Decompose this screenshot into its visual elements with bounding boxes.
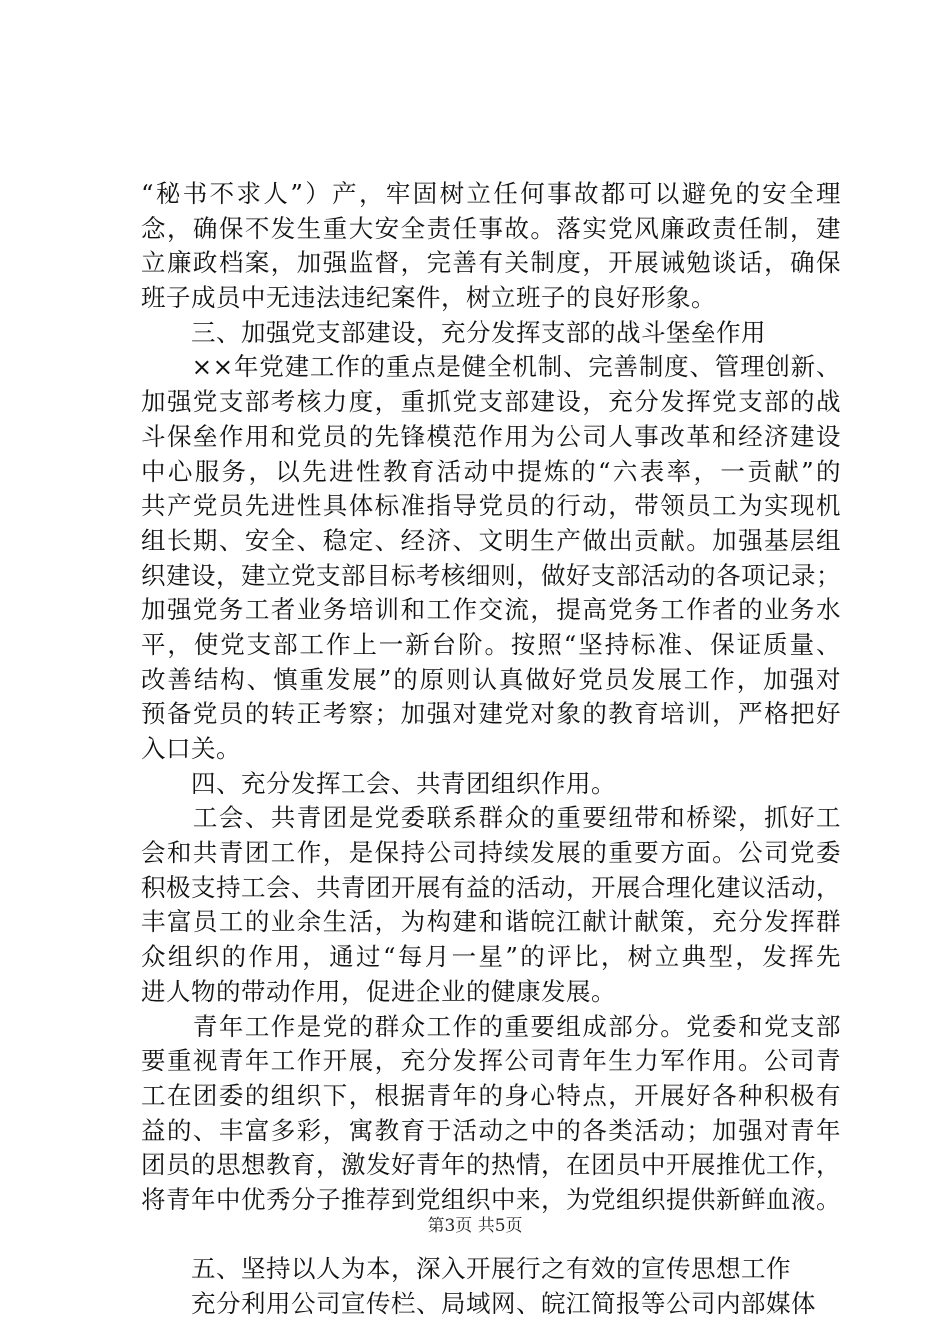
- text-line: 工会、共青团是党委联系群众的重要纽带和桥梁，抓好工: [141, 803, 841, 833]
- text-line: 改善结构、慎重发展”的原则认真做好党员发展工作，加强对: [141, 664, 841, 694]
- text-line: 中心服务，以先进性教育活动中提炼的“六表率，一贡献”的: [141, 456, 841, 486]
- text-line: 加强党支部考核力度，重抓党支部建设，充分发挥党支部的战: [141, 387, 841, 417]
- text-line: 共产党员先进性具体标准指导党员的行动，带领员工为实现机: [141, 491, 841, 521]
- text-line: 积极支持工会、共青团开展有益的活动，开展合理化建议活动，: [141, 872, 841, 902]
- section-heading: 五、坚持以人为本，深入开展行之有效的宣传思想工作: [141, 1254, 791, 1284]
- text-line: 要重视青年工作开展，充分发挥公司青年生力军作用。公司青: [141, 1046, 841, 1076]
- text-line: “秘书不求人”）产，牢固树立任何事故都可以避免的安全理: [141, 179, 841, 208]
- text-line: 进人物的带动作用，促进企业的健康发展。: [141, 976, 616, 1006]
- text-line: 平，使党支部工作上一新台阶。按照“坚持标准、保证质量、: [141, 629, 841, 659]
- text-line: 入口关。: [141, 734, 241, 763]
- text-line: 斗保垒作用和党员的先锋模范作用为公司人事改革和经济建设: [141, 421, 841, 451]
- page-number-footer: 第3页 共5页: [427, 1216, 523, 1236]
- text-line: 益的、丰富多彩，寓教育于活动之中的各类活动；加强对青年: [141, 1115, 841, 1145]
- text-line: ××年党建工作的重点是健全机制、完善制度、管理创新、: [141, 352, 841, 382]
- text-line: 青年工作是党的群众工作的重要组成部分。党委和党支部: [141, 1011, 841, 1041]
- text-line: 预备党员的转正考察；加强对建党对象的教育培训，严格把好: [141, 699, 841, 729]
- text-line: 加强党务工者业务培训和工作交流，提高党务工作者的业务水: [141, 595, 841, 625]
- section-heading: 四、充分发挥工会、共青团组织作用。: [141, 768, 616, 798]
- text-line: 念，确保不发生重大安全责任事故。落实党风廉政责任制，建: [141, 213, 841, 243]
- document-body: [141, 177, 841, 1322]
- section-heading: 三、加强党支部建设，充分发挥支部的战斗堡垒作用: [141, 317, 766, 347]
- text-line: 工在团委的组织下，根据青年的身心特点，开展好各种积极有: [141, 1080, 841, 1110]
- text-line: 立廉政档案，加强监督，完善有关制度，开展诫勉谈话，确保: [141, 248, 841, 278]
- text-line: 班子成员中无违法违纪案件，树立班子的良好形象。: [141, 283, 716, 313]
- text-line: 团员的思想教育，激发好青年的热情，在团员中开展推优工作，: [141, 1150, 841, 1180]
- text-line: 组长期、安全、稳定、经济、文明生产做出贡献。加强基层组: [141, 525, 841, 555]
- text-line: 会和共青团工作，是保持公司持续发展的重要方面。公司党委: [141, 838, 841, 868]
- text-line: 将青年中优秀分子推荐到党组织中来，为党组织提供新鲜血液。: [141, 1184, 841, 1214]
- text-line: 充分利用公司宣传栏、局域网、皖江简报等公司内部媒体: [141, 1289, 816, 1318]
- text-line: 众组织的作用，通过“每月一星”的评比，树立典型，发挥先: [141, 942, 841, 972]
- text-line: 织建设，建立党支部目标考核细则，做好支部活动的各项记录；: [141, 560, 841, 590]
- text-line: 丰富员工的业余生活，为构建和谐皖江献计献策，充分发挥群: [141, 907, 841, 937]
